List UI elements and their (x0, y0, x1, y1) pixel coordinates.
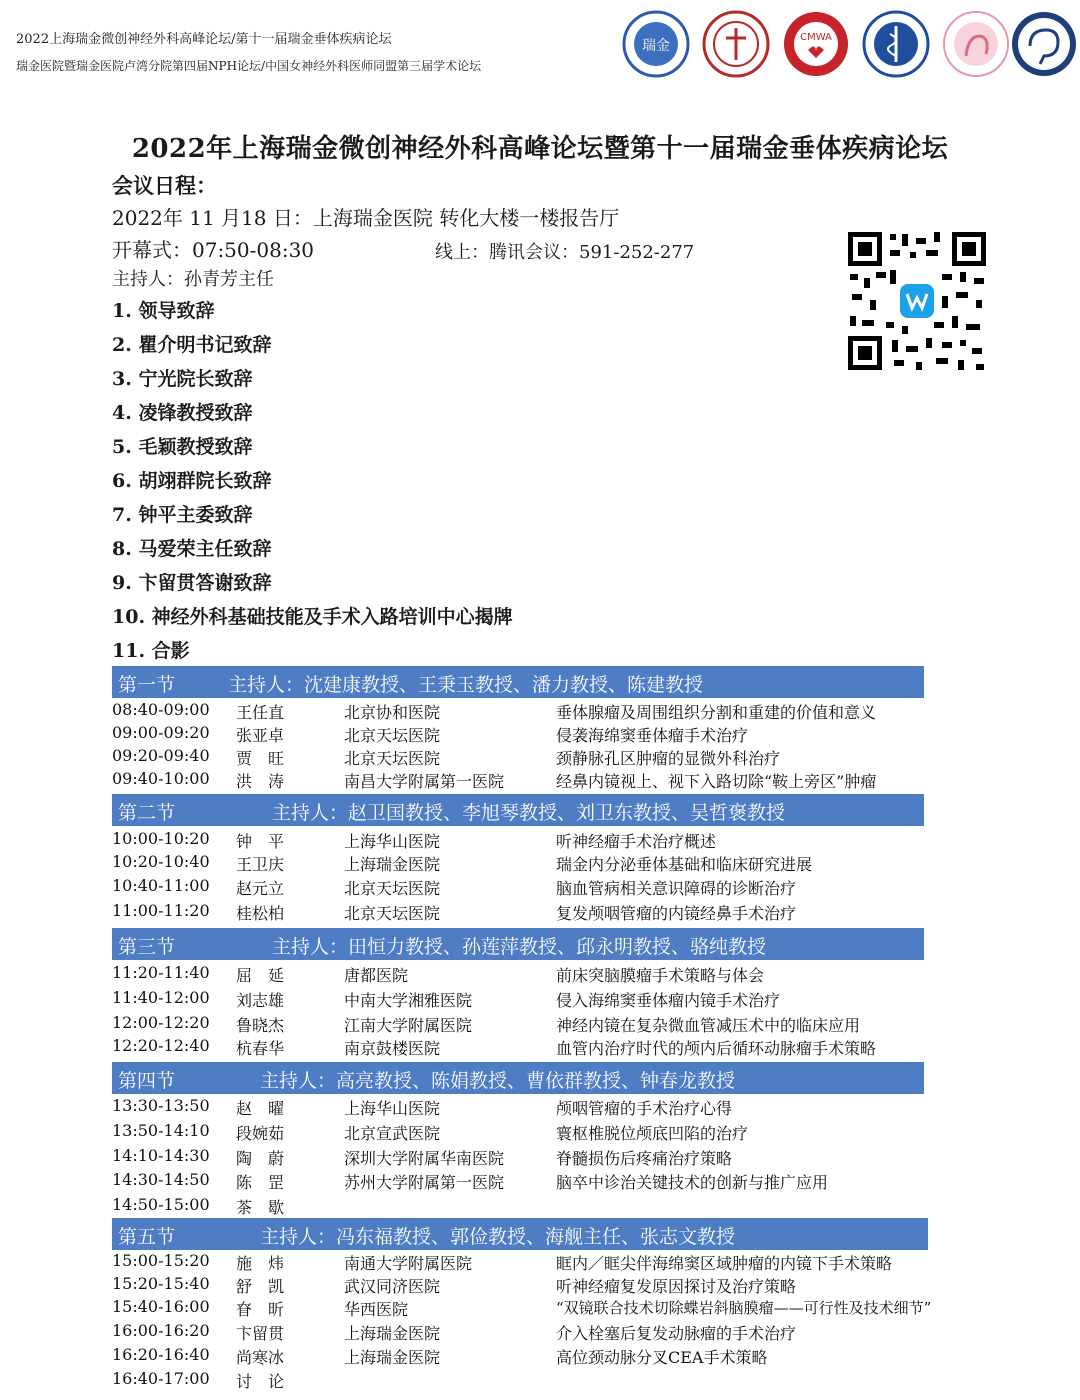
speaker: 赵 曜 (236, 1099, 285, 1118)
table-row (112, 1369, 942, 1393)
table-row (112, 1036, 942, 1060)
speaker: 卞留贯 (236, 1324, 285, 1343)
opening-item: 2. 瞿介明书记致辞 (112, 334, 272, 356)
date-venue: 2022年 11 月18 日：上海瑞金医院 转化大楼一楼报告厅 (112, 206, 620, 230)
session-host: 主持人：高亮教授、陈娟教授、曹依群教授、钟春龙教授 (260, 1070, 736, 1092)
header-line-1: 2022上海瑞金微创神经外科高峰论坛/第十一届瑞金垂体疾病论坛 (16, 32, 392, 47)
opening-time: 开幕式：07:50-08:30 (112, 238, 315, 262)
session-host: 主持人：赵卫国教授、李旭琴教授、刘卫东教授、吴哲褒教授 (272, 802, 786, 824)
session-header-5 (112, 1218, 928, 1250)
speaker: 王任直 (236, 703, 285, 722)
table-row (112, 829, 942, 853)
logo-strip (618, 6, 1078, 86)
speaker: 桂松柏 (236, 904, 285, 923)
slot-time: 15:20-15:40 (112, 1274, 210, 1293)
table-row (112, 769, 942, 793)
table-row (112, 1195, 942, 1219)
speaker: 舒 凯 (236, 1277, 285, 1296)
topic: 高位颈动脉分叉CEA手术策略 (556, 1348, 768, 1367)
slot-time: 14:30-14:50 (112, 1170, 210, 1189)
session-name: 第一节 (118, 674, 176, 696)
table-row (112, 1121, 942, 1145)
speaker: 杭春华 (236, 1039, 285, 1058)
table-row (112, 723, 942, 747)
table-row (112, 901, 942, 925)
topic: 垂体腺瘤及周围组织分割和重建的价值和意义 (556, 703, 877, 722)
speaker: 洪 涛 (236, 772, 285, 791)
slot-time: 09:00-09:20 (112, 723, 210, 742)
hospital: 南通大学附属医院 (344, 1254, 473, 1273)
speaker: 尚寒冰 (236, 1348, 285, 1367)
slot-time: 10:20-10:40 (112, 852, 210, 871)
opening-item: 6. 胡翊群院长致辞 (112, 470, 272, 492)
table-row (112, 963, 942, 987)
speaker: 陶 蔚 (236, 1149, 285, 1168)
table-row (112, 1297, 942, 1321)
hospital: 上海华山医院 (344, 1099, 441, 1118)
speaker: 赵元立 (236, 879, 285, 898)
slot-time: 16:40-17:00 (112, 1369, 210, 1388)
session-host: 主持人：沈建康教授、王秉玉教授、潘力教授、陈建教授 (228, 674, 704, 696)
session-header-2 (112, 794, 924, 826)
opening-item: 3. 宁光院长致辞 (112, 368, 253, 390)
topic: 血管内治疗时代的颅内后循环动脉瘤手术策略 (556, 1039, 877, 1058)
topic: 介入栓塞后复发动脉瘤的手术治疗 (556, 1324, 797, 1343)
logo-ruijin-text: 瑞金 (642, 38, 670, 54)
qr-code-icon (846, 230, 988, 372)
topic: 寰枢椎脱位颅底凹陷的治疗 (556, 1124, 749, 1143)
topic: 脊髓损伤后疼痛治疗策略 (556, 1149, 733, 1168)
topic: 前床突脑膜瘤手术策略与体会 (556, 966, 765, 985)
hospital: 深圳大学附属华南医院 (344, 1149, 505, 1168)
speaker: 钟 平 (236, 832, 285, 851)
hospital: 中南大学湘雅医院 (344, 991, 473, 1010)
session-header-3 (112, 928, 924, 960)
topic: 颅咽管瘤的手术治疗心得 (556, 1099, 733, 1118)
slot-time: 09:20-09:40 (112, 746, 210, 765)
opening-item: 9. 卞留贯答谢致辞 (112, 572, 272, 594)
topic: 经鼻内镜视上、视下入路切除“鞍上旁区”肿瘤 (556, 772, 877, 791)
table-row (112, 1096, 942, 1120)
hospital: 上海瑞金医院 (344, 855, 441, 874)
slot-time: 11:20-11:40 (112, 963, 210, 982)
hospital: 北京天坛医院 (344, 879, 441, 898)
table-row (112, 1321, 942, 1345)
speaker: 张亚卓 (236, 726, 285, 745)
table-row (112, 988, 942, 1012)
topic: 神经内镜在复杂微血管减压术中的临床应用 (556, 1016, 861, 1035)
slot-time: 11:40-12:00 (112, 988, 210, 1007)
slot-time: 16:00-16:20 (112, 1321, 210, 1340)
session-header-1 (112, 666, 924, 698)
hospital: 北京天坛医院 (344, 749, 441, 768)
opening-item: 1. 领导致辞 (112, 300, 215, 322)
opening-item: 5. 毛颖教授致辞 (112, 436, 253, 458)
session-name: 第二节 (118, 802, 176, 824)
cmwa-logo (782, 10, 850, 78)
topic: 脑血管病相关意识障碍的诊断治疗 (556, 879, 797, 898)
table-row (112, 1251, 942, 1275)
table-row (112, 746, 942, 770)
agenda-label: 会议日程： (112, 173, 217, 198)
slot-time: 16:20-16:40 (112, 1345, 210, 1364)
session-name: 第三节 (118, 936, 176, 958)
speaker: 施 炜 (236, 1254, 285, 1273)
slot-time: 12:20-12:40 (112, 1036, 210, 1055)
hospital: 武汉同济医院 (344, 1277, 441, 1296)
topic: 听神经瘤复发原因探讨及治疗策略 (556, 1277, 797, 1296)
hospital: 南昌大学附属第一医院 (344, 772, 505, 791)
hospital: 上海华山医院 (344, 832, 441, 851)
session-host: 主持人：田恒力教授、孙莲萍教授、邱永明教授、骆纯教授 (272, 936, 767, 958)
topic: 侵袭海绵窦垂体瘤手术治疗 (556, 726, 749, 745)
hospital: 唐都医院 (344, 966, 409, 985)
table-row (112, 1146, 942, 1170)
speaker: 屈 延 (236, 966, 285, 985)
hospital: 北京天坛医院 (344, 726, 441, 745)
university-seal-logo (702, 10, 770, 78)
topic: 复发颅咽管瘤的内镜经鼻手术治疗 (556, 904, 797, 923)
session-name: 第五节 (118, 1226, 176, 1248)
opening-item: 4. 凌锋教授致辞 (112, 402, 253, 424)
topic: 眶内／眶尖伴海绵窦区域肿瘤的内镜下手术策略 (556, 1254, 893, 1273)
hospital: 江南大学附属医院 (344, 1016, 473, 1035)
table-row (112, 1013, 942, 1037)
opening-item: 8. 马爱荣主任致辞 (112, 538, 272, 560)
speaker: 眘 昕 (236, 1300, 285, 1319)
slot-time: 09:40-10:00 (112, 769, 210, 788)
topic: 听神经瘤手术治疗概述 (556, 832, 717, 851)
speaker: 刘志雄 (236, 991, 285, 1010)
slot-time: 15:40-16:00 (112, 1297, 210, 1316)
topic: 瑞金内分泌垂体基础和临床研究进展 (556, 855, 813, 874)
speaker: 贾 旺 (236, 749, 285, 768)
women-neurosurgeons-logo (942, 10, 1010, 78)
table-row (112, 700, 942, 724)
slot-time: 15:00-15:20 (112, 1251, 210, 1270)
table-row (112, 852, 942, 876)
logo-cmwa-text: CMWA (800, 32, 832, 43)
slot-time: 13:30-13:50 (112, 1096, 210, 1115)
hospital: 北京协和医院 (344, 703, 441, 722)
speaker: 茶 歇 (236, 1198, 285, 1217)
slot-time: 10:00-10:20 (112, 829, 210, 848)
hospital: 上海瑞金医院 (344, 1324, 441, 1343)
medical-association-logo (862, 10, 930, 78)
slot-time: 14:10-14:30 (112, 1146, 210, 1165)
speaker: 讨 论 (236, 1372, 285, 1391)
speaker: 段婉茹 (236, 1124, 285, 1143)
speaker: 王卫庆 (236, 855, 285, 874)
slot-time: 11:00-11:20 (112, 901, 210, 920)
topic: 颈静脉孔区肿瘤的显微外科治疗 (556, 749, 781, 768)
opening-item: 11. 合影 (112, 640, 190, 662)
hospital: 华西医院 (344, 1300, 409, 1319)
online-meeting: 线上：腾讯会议：591-252-277 (435, 242, 695, 263)
table-row (112, 876, 942, 900)
session-name: 第四节 (118, 1070, 176, 1092)
topic: 脑卒中诊治关键技术的创新与推广应用 (556, 1173, 829, 1192)
table-row (112, 1170, 942, 1194)
session-header-4 (112, 1062, 924, 1094)
hospital: 北京天坛医院 (344, 904, 441, 923)
speaker: 陈 罡 (236, 1173, 285, 1192)
opening-item: 7. 钟平主委致辞 (112, 504, 253, 526)
page-title: 2022年上海瑞金微创神经外科高峰论坛暨第十一届瑞金垂体疾病论坛 (131, 134, 949, 164)
slot-time: 13:50-14:10 (112, 1121, 210, 1140)
opening-host: 主持人：孙青芳主任 (112, 269, 274, 290)
topic: “双镜联合技术切除蝶岩斜脑膜瘤——可行性及技术细节” (556, 1299, 932, 1317)
slot-time: 10:40-11:00 (112, 876, 210, 895)
table-row (112, 1345, 942, 1369)
opening-item: 10. 神经外科基础技能及手术入路培训中心揭牌 (112, 606, 513, 628)
session-host: 主持人：冯东福教授、郭俭教授、海舰主任、张志文教授 (260, 1226, 736, 1248)
topic: 侵入海绵窦垂体瘤内镜手术治疗 (556, 991, 781, 1010)
hospital: 南京鼓楼医院 (344, 1039, 441, 1058)
hospital: 北京宣武医院 (344, 1124, 441, 1143)
hospital: 上海瑞金医院 (344, 1348, 441, 1367)
header-line-2: 瑞金医院暨瑞金医院卢湾分院第四届NPH论坛/中国女神经外科医师同盟第三届学术论坛 (16, 59, 482, 73)
table-row (112, 1274, 942, 1298)
speaker: 鲁晓杰 (236, 1016, 285, 1035)
ruijin-hospital-logo (622, 10, 690, 78)
brain-logo (1010, 10, 1078, 78)
slot-time: 08:40-09:00 (112, 700, 210, 719)
slot-time: 12:00-12:20 (112, 1013, 210, 1032)
hospital: 苏州大学附属第一医院 (344, 1173, 505, 1192)
slot-time: 14:50-15:00 (112, 1195, 210, 1214)
